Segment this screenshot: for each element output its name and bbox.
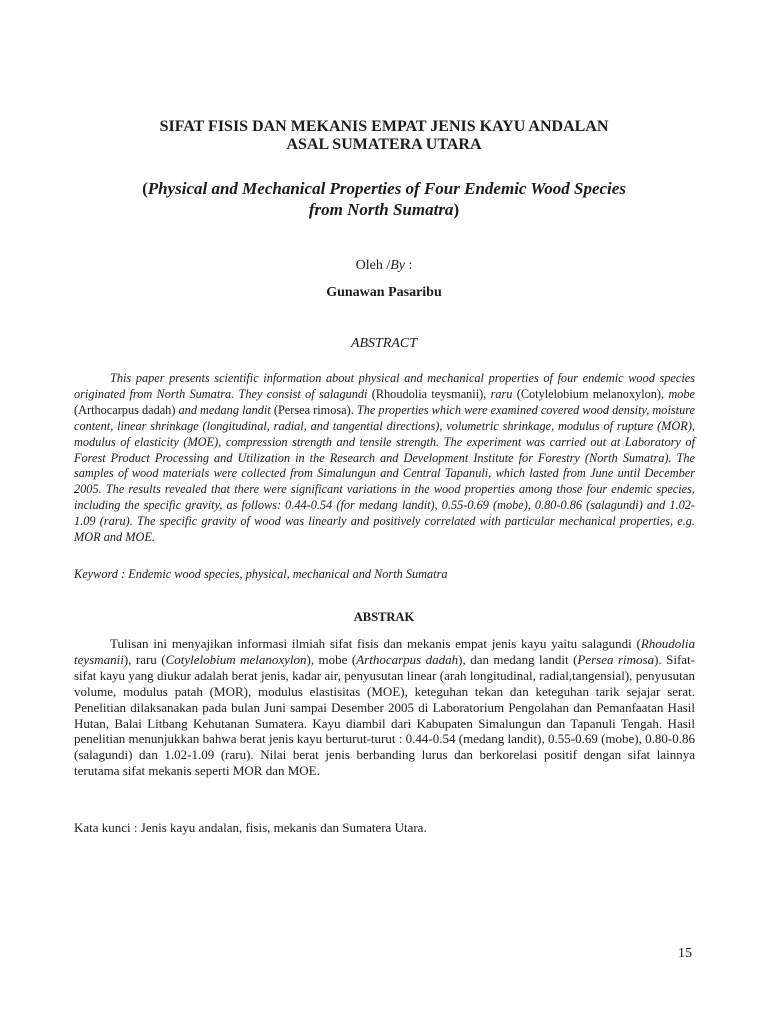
abstract-segment: The properties which were examined covered wood density, moisture content, linear shrinkage (longitudinal, radial, and tangential directions), volumetric shrinkage, modulus of rupture (MOR), modulus of elasticity (MOE), compression strength and tensile strength. The experiment was carried out at Laboratory of Forest Product Processing and Utilization in the Research and Development Institute for Forestry (North Sumatra). The samples of wood materials were collected from Simalungun and Central Tapanuli, which lasted from June until December 2005. The results revealed that there were significant variations in the wood properties among those four endemic species, including the specific gravity, as follows: 0.44-0.54 (for medang landit), 0.55-0.69 (mobe), 0.80-0.86 (salagundi) and 1.02-1.09 (raru). The specific gravity of wood was linearly and positively correlated with particular mechanical properties, e.g. MOR and MOE. [74, 402, 696, 545]
abstrak-segment: ), dan medang landit ( [458, 651, 578, 667]
abstract-segment: This paper presents scientific information about physical and mechanical properties of four endemic wood species originated from North Sumatra. They consist of salagundi [74, 371, 695, 401]
abstract-body [74, 371, 695, 546]
english-title-line-2 [0, 199, 768, 220]
title-line-2: ASAL SUMATERA UTARA [286, 136, 482, 153]
byline-colon: : [404, 258, 413, 273]
abstract-heading: ABSTRACT [350, 336, 418, 351]
english-title [0, 178, 768, 220]
abstrak-segment: Persea rimosa [577, 651, 655, 667]
english-title-line-1 [0, 178, 768, 199]
page-number: 15 [678, 946, 692, 961]
title-line-1: SIFAT FISIS DAN MEKANIS EMPAT JENIS KAYU ANDALAN [159, 118, 609, 135]
abstrak-segment: ). Sifat-sifat kayu yang diukur adalah berat jenis, kadar air, penyusutan linear (arah longitudinal, radial,tangensial), penyusutan volume, modulus patah (MOR), modulus elastisitas (MOE), keteguhan tekan dan keteguhan tarik sejajar serat. Penelitian dilaksanakan pada bulan Juni sampai Desember 2005 di Laboratorium Pengolahan dan Pemanfaatan Hasil Hutan, Balai Litbang Kehutanan Sumatera. Kayu diambil dari Kabupaten Simalungun dan Tapanuli Tengah. Hasil penelitian menunjukkan bahwa berat jenis kayu berturut-turut : 0.44-0.54 (medang landit), 0.55-0.69 (mobe), 0.80-0.86 (salagundi) dan 1.02-1.09 (raru). Nilai berat jenis berbanding lurus dan berkorelasi positif dengan sifat lainnya terutama sifat mekanis seperti MOR dan MOE. [74, 651, 695, 779]
close-paren: ) [453, 200, 460, 219]
byline-oleh: Oleh / [355, 258, 391, 273]
abstract-segment: mobe [668, 386, 695, 401]
abstract-segment: (Cotylelobium melanoxylon), [516, 386, 669, 401]
kata-kunci-line: Kata kunci : Jenis kayu andalan, fisis, mekanis dan Sumatera Utara. [74, 820, 427, 835]
english-title-text-1: Physical and Mechanical Properties of Four Endemic Wood Species [147, 179, 626, 198]
abstrak-text [74, 636, 695, 778]
paper-title [0, 118, 768, 154]
byline [0, 257, 768, 275]
abstrak-segment: ), mobe ( [306, 651, 357, 667]
abstrak-body [74, 636, 695, 779]
english-title-text-2: from North Sumatra [308, 200, 454, 219]
abstract-segment: (Persea rimosa). [273, 402, 357, 417]
abstrak-segment: ), raru ( [123, 651, 166, 667]
abstract-segment: and medang landit [178, 402, 274, 417]
open-paren: ( [142, 179, 148, 198]
abstract-segment: raru [490, 386, 517, 401]
author-name: Gunawan Pasaribu [326, 285, 442, 300]
abstrak-segment: Arthocarpus dadah [356, 651, 459, 667]
abstrak-heading: ABSTRAK [353, 610, 415, 624]
abstract-segment: (Arthocarpus dadah) [74, 402, 179, 417]
abstrak-segment: Tulisan ini menyajikan informasi ilmiah sifat fisis dan mekanis empat jenis kayu yaitu salagundi ( [110, 636, 641, 651]
abstract-segment: (Rhoudolia teysmanii), [371, 386, 491, 401]
abstract-text [74, 371, 695, 544]
keyword-line: Keyword : Endemic wood species, physical, mechanical and North Sumatra [74, 567, 448, 581]
abstrak-segment: Rhoudolia teysmanii [74, 636, 695, 667]
abstrak-segment: Cotylelobium melanoxylon [165, 651, 307, 667]
byline-by: By [390, 258, 405, 273]
